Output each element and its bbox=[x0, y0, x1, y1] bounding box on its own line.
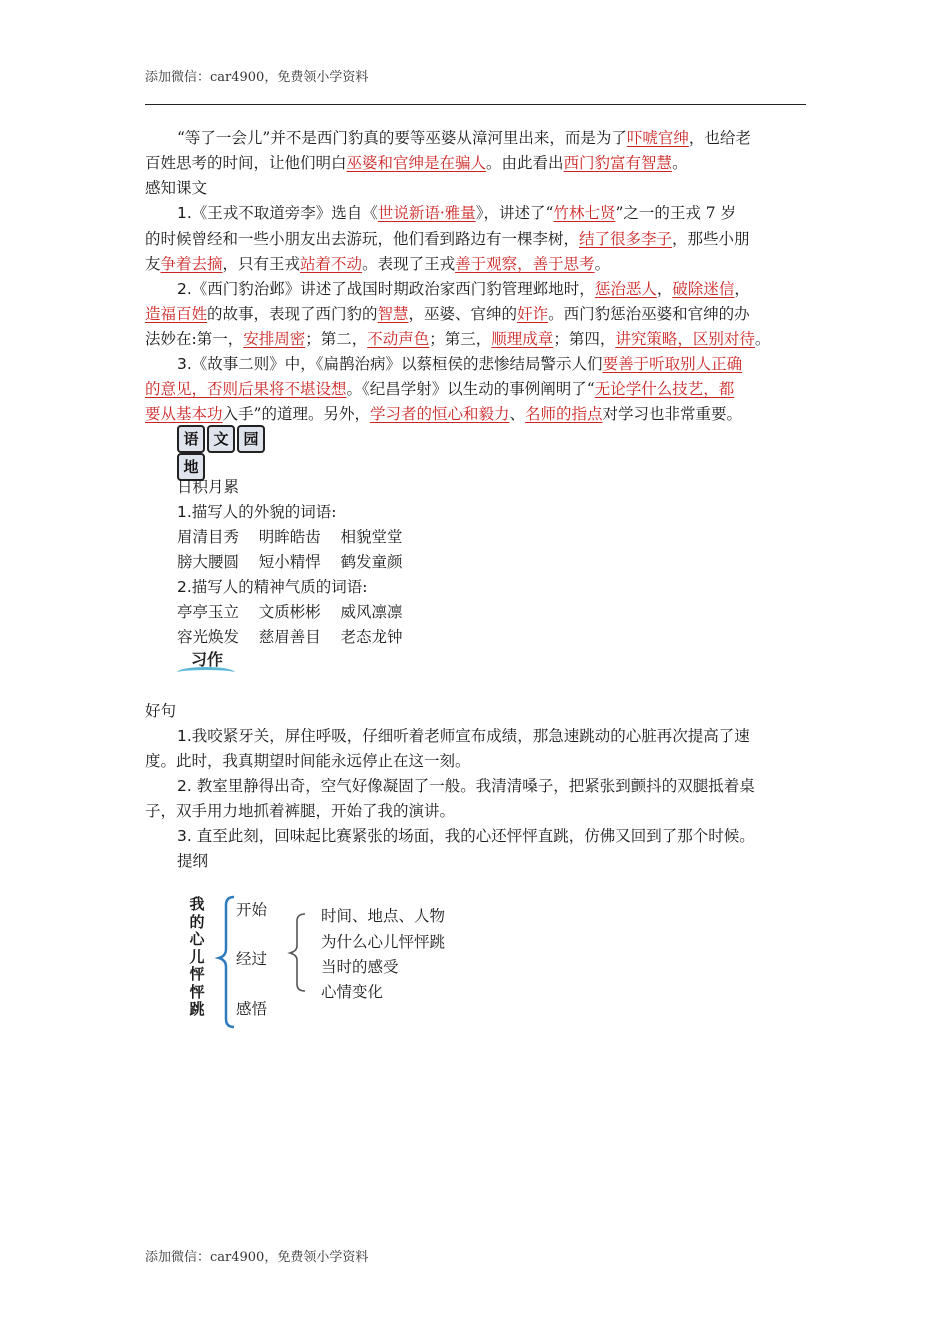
sentence2-line-2: 子，双手用力地抓着裤腿，开始了我的演讲。 bbox=[145, 802, 456, 820]
item1-line-3: 友争着去摘，只有王戎站着不动。表现了王戎善于观察，善于思考。 bbox=[145, 255, 611, 273]
intro-line-1: “等了一会儿”并不是西门豹真的要等巫婆从漳河里出来，而是为了吓唬官绅，也给老 bbox=[177, 129, 751, 147]
main-brace bbox=[219, 897, 234, 1027]
item2-line-1: 2.《西门豹治邺》讲述了战国时期政治家西门豹管理邺地时，惩治恶人，破除迷信， bbox=[177, 280, 750, 298]
item1-line-2: 的时候曾经和一些小朋友出去游玩，他们看到路边有一棵李树，结了很多李子，那些小朋 bbox=[145, 230, 750, 248]
page-footer: 添加微信：car4900，免费领小学资料 bbox=[145, 1250, 369, 1265]
garden-heading-1: 1.描写人的外貌的词语: bbox=[177, 503, 337, 521]
outline-sub-4: 心情变化 bbox=[321, 983, 384, 1001]
word-row-1: 眉清目秀 明眸皓齿 相貌堂堂 bbox=[177, 528, 403, 546]
badge-char: 文 bbox=[207, 425, 235, 453]
word-row-2: 膀大腰圆 短小精悍 鹤发童颜 bbox=[177, 553, 403, 571]
outline-sub-3: 当时的感受 bbox=[321, 958, 399, 976]
item3-line-1: 3.《故事二则》中，《扁鹊治病》以蔡桓侯的悲惨结局警示人们要善于听取别人正确 bbox=[177, 355, 743, 373]
garden-title: 日积月累 bbox=[177, 478, 240, 496]
outline-part-insight: 感悟 bbox=[236, 1000, 268, 1018]
sentence3-line-1: 3. 直至此刻，回味起比赛紧张的场面，我的心还怦怦直跳，仿佛又回到了那个时候。 bbox=[177, 827, 755, 845]
tigang-title: 提纲 bbox=[177, 852, 209, 870]
outline-part-process: 经过 bbox=[236, 950, 268, 968]
word-row-4: 容光焕发 慈眉善目 老态龙钟 bbox=[177, 628, 403, 646]
item3-line-3: 要从基本功入手”的道理。另外，学习者的恒心和毅力、名师的指点对学习也非常重要。 bbox=[145, 405, 743, 423]
item2-line-2: 造福百姓的故事，表现了西门豹的智慧，巫婆、官绅的奸诈。西门豹惩治巫婆和官绅的办 bbox=[145, 305, 750, 323]
intro-line-2: 百姓思考的时间，让他们明白巫婆和官绅是在骗人。由此看出西门豹富有智慧。 bbox=[145, 154, 688, 172]
badge-char: 园 bbox=[237, 425, 265, 453]
sentence2-line-1: 2. 教室里静得出奇，空气好像凝固了一般。我清清嗓子，把紧张到颤抖的双腿抵着桌 bbox=[177, 777, 755, 795]
outline-sub-1: 时间、地点、人物 bbox=[321, 907, 446, 925]
item2-line-3: 法妙在:第一，安排周密；第二，不动声色；第三，顺理成章；第四，讲究策略，区别对待。 bbox=[145, 330, 771, 348]
outline-title: 我 的 心 儿 怦 怦 跳 bbox=[189, 895, 205, 1018]
section-title-ganzhi: 感知课文 bbox=[145, 179, 208, 197]
sub-brace bbox=[290, 914, 305, 991]
item1-line-1: 1.《王戎不取道旁李》选自《世说新语·雅量》，讲述了“竹林七贤”之一的王戎 7 岁 bbox=[177, 204, 737, 222]
sentence1-line-1: 1.我咬紧牙关，屏住呼吸，仔细听着老师宣布成绩，那急速跳动的心脏再次提高了速 bbox=[177, 727, 750, 745]
outline-sub-2: 为什么心儿怦怦跳 bbox=[321, 933, 446, 951]
sentence1-line-2: 度。此时，我真期望时间能永远停止在这一刻。 bbox=[145, 752, 471, 770]
item3-line-2: 的意见，否则后果将不堪设想。《纪昌学射》以生动的事例阐明了“无论学什么技艺，都 bbox=[145, 380, 735, 398]
haoju-title: 好句 bbox=[145, 702, 177, 720]
xizuo-label: 习作 bbox=[191, 650, 224, 669]
badge-char: 地 bbox=[177, 453, 205, 481]
page-header: 添加微信：car4900，免费领小学资料 bbox=[145, 70, 369, 85]
garden-heading-2: 2.描写人的精神气质的词语: bbox=[177, 578, 368, 596]
word-row-3: 亭亭玉立 文质彬彬 威风凛凛 bbox=[177, 603, 403, 621]
outline-part-start: 开始 bbox=[236, 901, 268, 919]
badge-char: 语 bbox=[177, 425, 205, 453]
